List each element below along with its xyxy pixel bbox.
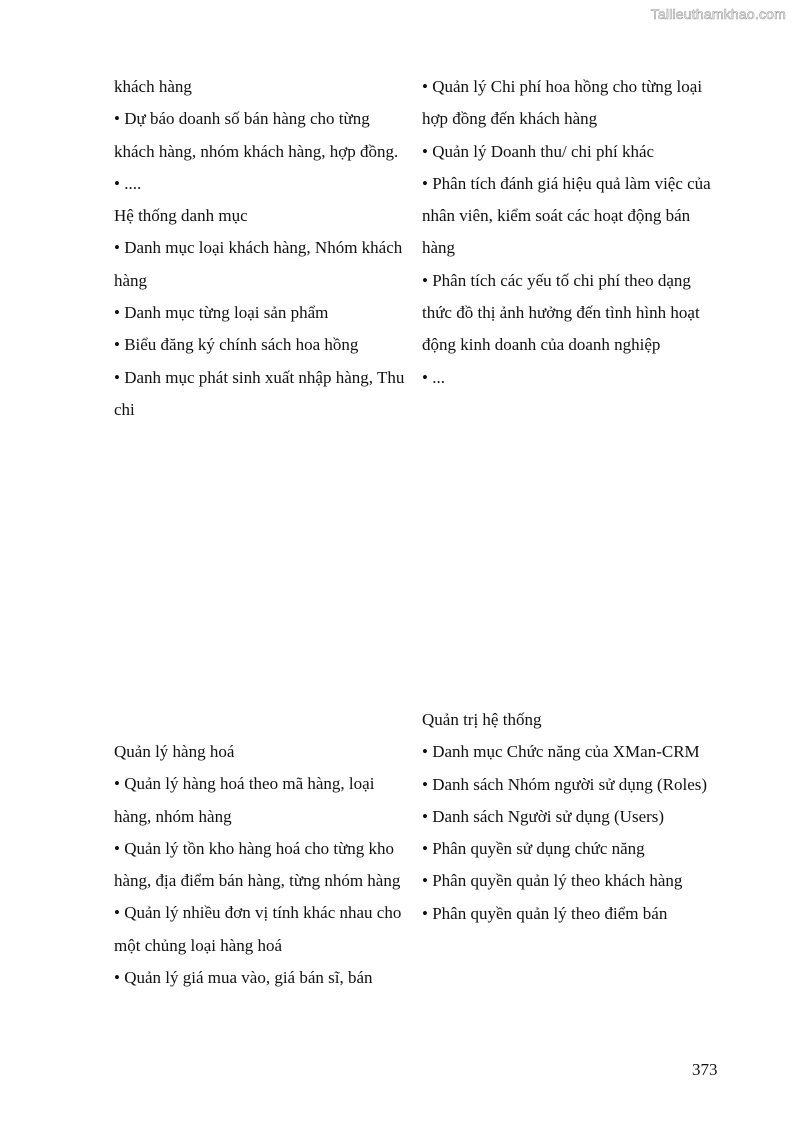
watermark: Tailieuthamkhao.com: [650, 6, 786, 22]
right-top-line-1: • Quản lý Chi phí hoa hồng cho từng loại hợp đồng đến khách hàng: [422, 77, 703, 129]
left-bottom-line-5: • Quản lý giá mua vào, giá bán sĩ, bán: [114, 968, 373, 988]
right-bottom-line-2: • Danh mục Chức năng của XMan-CRM: [422, 742, 700, 762]
left-top-line-7: • Biểu đăng ký chính sách hoa hồng: [114, 335, 359, 355]
right-bottom-line-5: • Phân quyền sử dụng chức năng: [422, 839, 645, 859]
left-bottom-line-4: • Quản lý nhiều đơn vị tính khác nhau cho một chủng loại hàng hoá: [114, 903, 402, 955]
right-bottom-line-4: • Danh sách Người sử dụng (Users): [422, 806, 665, 826]
page-number: 373: [692, 1060, 718, 1079]
right-bottom-line-7: • Phân quyền quản lý theo điểm bán: [422, 903, 668, 923]
right-bottom-heading: Quản trị hệ thống: [422, 710, 542, 729]
right-top-line-4: • Phân tích các yếu tố chi phí theo dạng thức đồ thị ảnh hưởng đến tình hình hoạt động kinh doanh của doanh nghiệp: [422, 270, 700, 355]
left-bottom-line-2: • Quản lý hàng hoá theo mã hàng, loại hàng, nhóm hàng: [114, 774, 375, 826]
right-top-line-3: • Phân tích đánh giá hiệu quả làm việc của nhân viên, kiểm soát các hoạt động bán hàng: [422, 173, 711, 258]
right-top-line-2: • Quản lý Doanh thu/ chi phí khác: [422, 141, 655, 161]
left-top-line-3: • ....: [114, 173, 142, 193]
left-top-line-5: • Danh mục loại khách hàng, Nhóm khách hàng: [114, 238, 403, 290]
left-top-line-1: khách hàng: [114, 77, 192, 96]
left-column-bottom: [114, 736, 410, 994]
left-bottom-heading: Quản lý hàng hoá: [114, 742, 235, 761]
left-top-line-6: • Danh mục từng loại sản phẩm: [114, 303, 329, 323]
left-top-line-8: • Danh mục phát sinh xuất nhập hàng, Thu chi: [114, 367, 405, 419]
right-bottom-line-6: • Phân quyền quản lý theo khách hàng: [422, 871, 683, 891]
left-column-top: [114, 71, 410, 426]
left-top-line-2: • Dự báo doanh số bán hàng cho từng khách hàng, nhóm khách hàng, hợp đồng.: [114, 109, 399, 161]
left-top-heading: Hệ thống danh mục: [114, 206, 248, 226]
right-column-top: [422, 71, 718, 394]
right-column-bottom: [422, 704, 718, 930]
right-bottom-line-3: • Danh sách Nhóm người sử dụng (Roles): [422, 774, 708, 794]
left-bottom-line-3: • Quản lý tồn kho hàng hoá cho từng kho hàng, địa điểm bán hàng, từng nhóm hàng: [114, 838, 401, 891]
right-top-line-5: • ...: [422, 367, 445, 387]
